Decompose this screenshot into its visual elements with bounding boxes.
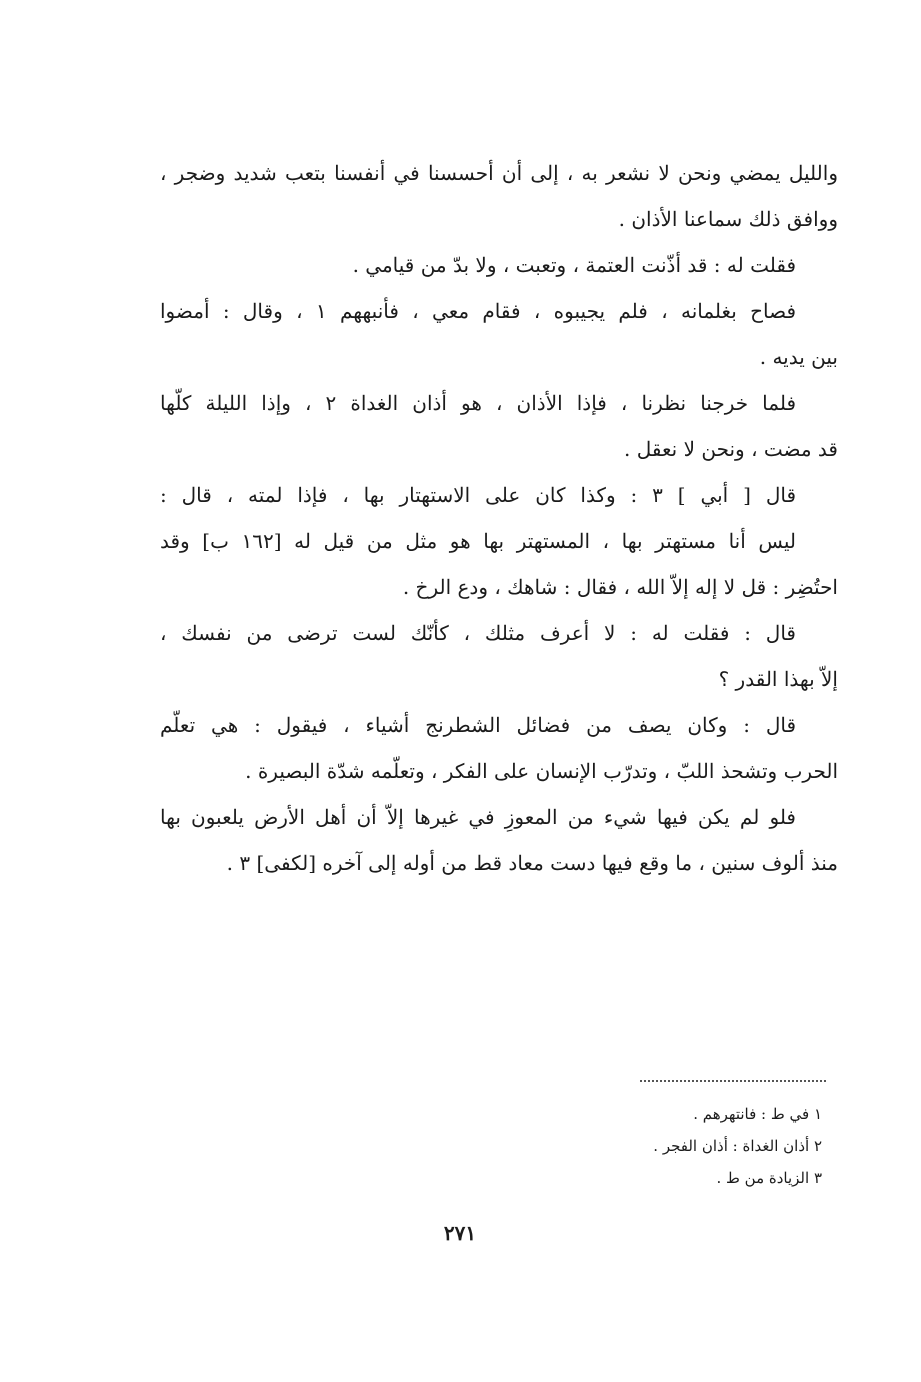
text-line: فلما خرجنا نظرنا ، فإذا الأذان ، هو أذان الغداة ٢ ، وإذا الليلة كلّها [160,391,797,415]
text-line: قد مضت ، ونحن لا نعقل . [624,437,838,461]
footnotes [560,1098,822,1194]
footnote-divider [640,1080,826,1082]
text-line: فصاح بغلمانه ، فلم يجيبوه ، فقام معي ، فأنبههم ١ ، وقال : أمضوا [160,299,796,323]
text-line: بين يديه . [759,345,838,369]
text-line: فلو لم يكن فيها شيء من المعوزِ في غيرها إلاّ أن أهل الأرض يلعبون بها [160,805,796,829]
footnote-3: ٣ الزيادة من ط . [716,1169,822,1187]
text-line: فقلت له : قد أذّنت العتمة ، وتعبت ، ولا بدّ من قيامي . [352,253,796,277]
text-line: إلاّ بهذا القدر ؟ [718,667,838,691]
footnote-1: ١ في ط : فانتهرهم . [693,1105,822,1123]
text-line: قال : وكان يصف من فضائل الشطرنج أشياء ، فيقول : هي تعلّم [160,713,796,737]
text-line: احتُضِر : قل لا إله إلاّ الله ، فقال : شاهك ، ودع الرخ . [402,575,838,599]
text-line: ووافق ذلك سماعنا الأذان . [618,207,838,231]
text-line: الحرب وتشحذ اللبّ ، وتدرّب الإنسان على الفكر ، وتعلّمه شدّة البصيرة . [245,759,838,783]
text-line: منذ ألوف سنين ، ما وقع فيها دست معاد قط من أوله إلى آخره [لكفى] ٣ . [226,851,838,875]
main-text-block [160,150,838,886]
text-line: قال [ أبي ] ٣ : وكذا كان على الاستهتار بها ، فإذا لمته ، قال : [160,483,796,507]
text-line: والليل يمضي ونحن لا نشعر به ، إلى أن أحسسنا في أنفسنا بتعب شديد وضجر ، [160,161,838,185]
footnote-2: ٢ أذان الغداة : أذان الفجر . [653,1137,822,1155]
text-line: ليس أنا مستهتر بها ، المستهتر بها هو مثل من قيل له [١٦٢ ب] وقد [160,529,796,553]
page-number: ٢٧١ [443,1221,477,1245]
text-line: قال : فقلت له : لا أعرف مثلك ، كأنّك لست ترضى من نفسك ، [160,621,796,645]
